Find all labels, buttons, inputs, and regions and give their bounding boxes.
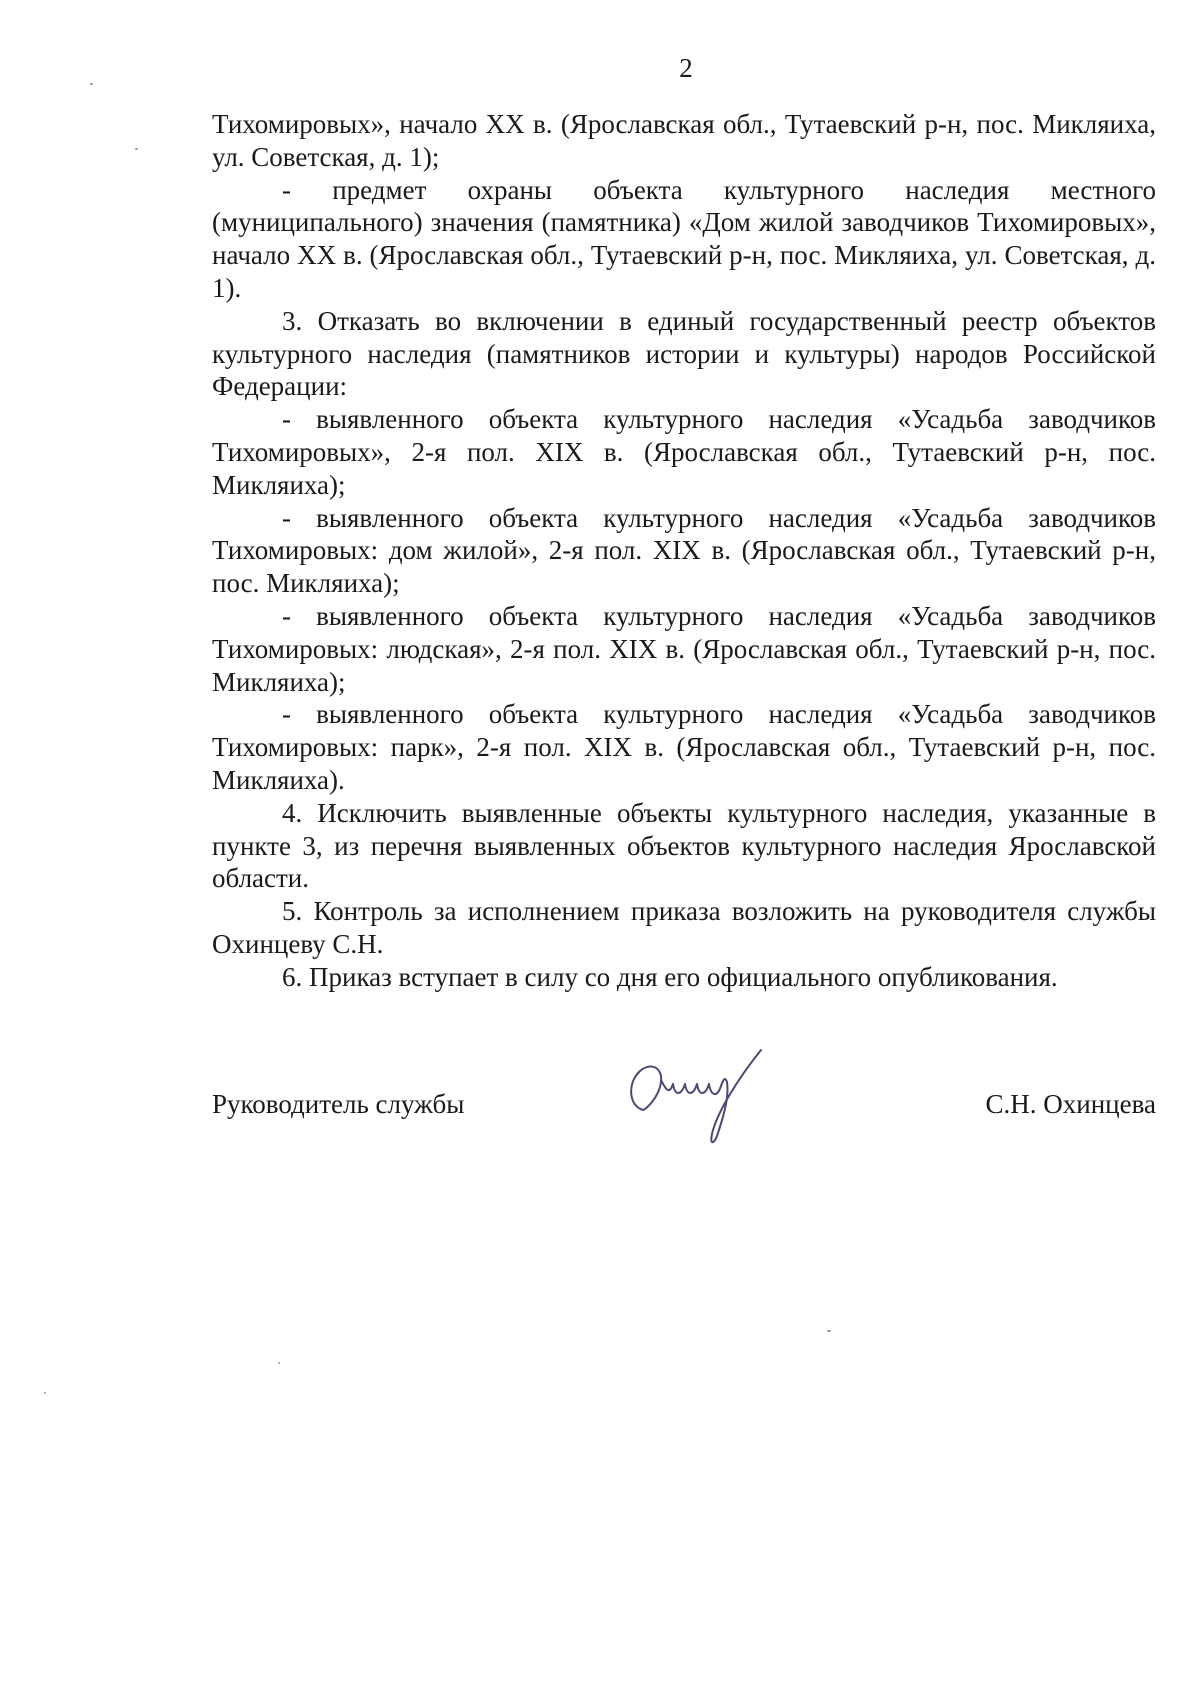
handwritten-signature [625,1040,775,1150]
scan-speck [135,148,138,150]
signatory-position: Руководитель службы [212,1089,465,1119]
document-body [212,108,1156,994]
paragraph: - выявленного объекта культурного наследия «Усадьба заводчиков Тихомировых: людская», 2-я пол. XIX в. (Ярославская обл., Тутаевский р-н, пос. Микляиха); [212,600,1156,697]
scan-speck [827,1330,831,1332]
scan-speck [44,1392,46,1394]
paragraph: 4. Исключить выявленные объекты культурного наследия, указанные в пункте 3, из перечня выявленных объектов культурного наследия Ярославской области. [212,797,1156,894]
paragraph: - выявленного объекта культурного наследия «Усадьба заводчиков Тихомировых», 2-я пол. XIX в. (Ярославская обл., Тутаевский р-н, пос. Микляиха); [212,404,1156,500]
paragraph: - выявленного объекта культурного наследия «Усадьба заводчиков Тихомировых: парк», 2-я пол. XIX в. (Ярославская обл., Тутаевский р-н, пос. Микляиха). [212,699,1156,795]
signatory-name: С.Н. Охинцева [985,1089,1156,1119]
paragraph: 6. Приказ вступает в силу со дня его официального опубликования. [282,961,1058,992]
paragraph: - выявленного объекта культурного наследия «Усадьба заводчиков Тихомировых: дом жилой», 2-я пол. XIX в. (Ярославская обл., Тутаевский р-н, пос. Микляиха); [212,502,1156,599]
scan-speck [90,83,93,85]
paragraph: - предмет охраны объекта культурного наследия местного (муниципального) значения (памятника) «Дом жилой заводчиков Тихомировых», начало XX в. (Ярославская обл., Тутаевский р-н, пос. Микляиха, ул. Советская, д. 1). [212,174,1156,303]
scan-speck [278,1362,280,1364]
page-number: 2 [679,53,693,83]
paragraph: 3. Отказать во включении в единый государственный реестр объектов культурного наследия (памятников истории и культуры) народов Российской Федерации: [212,305,1156,402]
paragraph: 5. Контроль за исполнением приказа возложить на руководителя службы Охинцеву С.Н. [212,896,1156,959]
paragraph: Тихомировых», начало XX в. (Ярославская обл., Тутаевский р-н, пос. Микляиха, ул. Советская, д. 1); [212,109,1156,172]
